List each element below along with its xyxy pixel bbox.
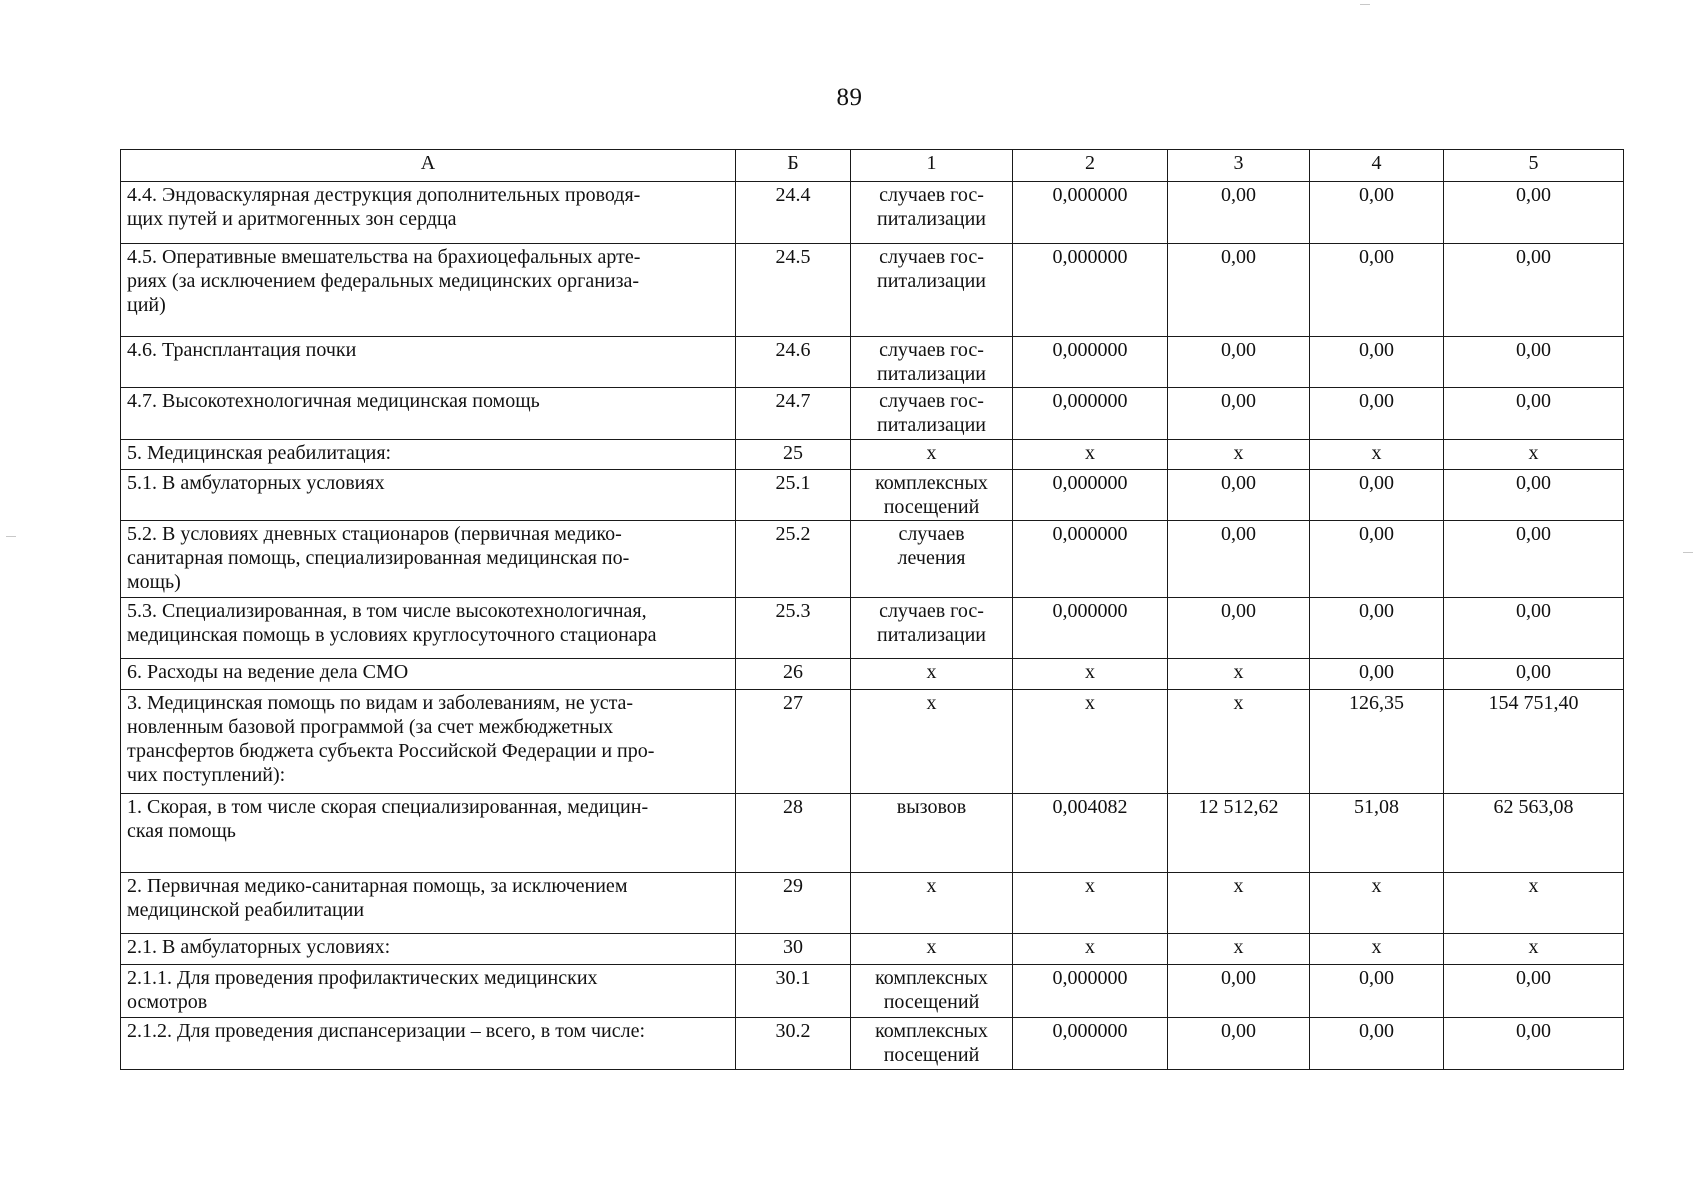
row-code-cell: 24.5 — [736, 244, 851, 337]
row-description-cell — [121, 440, 736, 470]
row-description-line: новленным базовой программой (за счет межбюджетных — [127, 716, 614, 738]
row-value-cell-3: х — [1168, 690, 1310, 794]
row-description-line: мощь) — [127, 571, 181, 593]
row-value-cell-4: х — [1310, 440, 1444, 470]
table-header-row — [121, 150, 1624, 182]
row-value-cell-2: х — [1013, 934, 1168, 965]
row-value-cell-2: х — [1013, 659, 1168, 690]
row-code-cell: 26 — [736, 659, 851, 690]
row-description-line: 4.7. Высокотехнологичная медицинская помощь — [127, 390, 540, 412]
row-value-cell-2: 0,000000 — [1013, 598, 1168, 659]
row-description-cell — [121, 1018, 736, 1070]
row-description-line: медицинской реабилитации — [127, 899, 365, 921]
row-unit-line: питализации — [876, 363, 986, 385]
row-description-line: 1. Скорая, в том числе скорая специализированная, медицин- — [127, 796, 649, 818]
row-unit-line: х — [926, 692, 937, 714]
row-code-cell: 30.2 — [736, 1018, 851, 1070]
row-unit-cell — [851, 659, 1013, 690]
row-description-line: 2.1. В амбулаторных условиях: — [127, 936, 391, 958]
row-value-cell-2: 0,000000 — [1013, 244, 1168, 337]
row-unit-line: случаев гос- — [879, 390, 984, 412]
row-code-cell: 27 — [736, 690, 851, 794]
table-row — [121, 244, 1624, 337]
row-value-cell-5: х — [1444, 934, 1624, 965]
row-unit-line: случаев — [898, 523, 965, 545]
row-value-cell-4: 51,08 — [1310, 794, 1444, 873]
row-value-cell-3: х — [1168, 659, 1310, 690]
row-description-cell — [121, 598, 736, 659]
row-code-cell: 30.1 — [736, 965, 851, 1018]
row-value-cell-5: х — [1444, 873, 1624, 934]
row-description-line: 4.6. Трансплантация почки — [127, 339, 357, 361]
row-value-cell-4: 0,00 — [1310, 470, 1444, 521]
row-description-line: 2.1.2. Для проведения диспансеризации – всего, в том числе: — [127, 1020, 646, 1042]
row-unit-cell — [851, 182, 1013, 244]
header-cell-1: 1 — [851, 150, 1013, 182]
row-value-cell-3: х — [1168, 440, 1310, 470]
row-code-cell: 29 — [736, 873, 851, 934]
row-unit-line: посещений — [883, 991, 980, 1013]
header-cell-5: 5 — [1444, 150, 1624, 182]
row-unit-cell — [851, 690, 1013, 794]
row-value-cell-4: 0,00 — [1310, 182, 1444, 244]
row-unit-cell — [851, 244, 1013, 337]
row-code-cell: 25.2 — [736, 521, 851, 598]
row-value-cell-2: 0,000000 — [1013, 337, 1168, 388]
row-description-line: 4.5. Оперативные вмешательства на брахиоцефальных арте- — [127, 246, 641, 268]
header-cell-b: Б — [736, 150, 851, 182]
row-unit-line: случаев гос- — [879, 600, 984, 622]
row-description-line: медицинская помощь в условиях круглосуточного стационара — [127, 624, 657, 646]
row-description-line: 5.2. В условиях дневных стационаров (первичная медико- — [127, 523, 622, 545]
row-value-cell-5: 0,00 — [1444, 659, 1624, 690]
table-row — [121, 690, 1624, 794]
row-description-cell — [121, 182, 736, 244]
table-row — [121, 934, 1624, 965]
row-description-cell — [121, 690, 736, 794]
row-unit-cell — [851, 1018, 1013, 1070]
row-unit-line: случаев гос- — [879, 184, 984, 206]
row-unit-cell — [851, 965, 1013, 1018]
row-code-cell: 25 — [736, 440, 851, 470]
row-description-line: ций) — [127, 294, 166, 316]
row-description-line: 2. Первичная медико-санитарная помощь, за исключением — [127, 875, 628, 897]
row-value-cell-3: 0,00 — [1168, 965, 1310, 1018]
row-code-cell: 25.3 — [736, 598, 851, 659]
row-description-cell — [121, 337, 736, 388]
row-description-line: санитарная помощь, специализированная медицинская по- — [127, 547, 630, 569]
row-unit-cell — [851, 440, 1013, 470]
row-description-cell — [121, 470, 736, 521]
row-description-cell — [121, 934, 736, 965]
header-cell-a: А — [121, 150, 736, 182]
row-value-cell-2: 0,000000 — [1013, 182, 1168, 244]
row-value-cell-2: 0,000000 — [1013, 521, 1168, 598]
table-row — [121, 873, 1624, 934]
table-row — [121, 794, 1624, 873]
row-value-cell-2: 0,000000 — [1013, 1018, 1168, 1070]
row-value-cell-4: 0,00 — [1310, 388, 1444, 440]
row-unit-line: случаев гос- — [879, 246, 984, 268]
row-value-cell-2: 0,004082 — [1013, 794, 1168, 873]
row-value-cell-3: 0,00 — [1168, 470, 1310, 521]
table-row — [121, 521, 1624, 598]
row-unit-cell — [851, 337, 1013, 388]
table-row — [121, 440, 1624, 470]
row-value-cell-2: х — [1013, 873, 1168, 934]
data-table — [120, 149, 1624, 1070]
scan-artifact — [1360, 4, 1370, 5]
row-value-cell-3: 0,00 — [1168, 388, 1310, 440]
row-description-line: 5.1. В амбулаторных условиях — [127, 472, 385, 494]
row-value-cell-4: 0,00 — [1310, 598, 1444, 659]
row-code-cell: 24.6 — [736, 337, 851, 388]
row-description-line: осмотров — [127, 991, 208, 1013]
row-value-cell-5: 0,00 — [1444, 244, 1624, 337]
row-value-cell-5: х — [1444, 440, 1624, 470]
row-unit-cell — [851, 521, 1013, 598]
row-value-cell-5: 154 751,40 — [1444, 690, 1624, 794]
row-description-line: риях (за исключением федеральных медицинских организа- — [127, 270, 640, 292]
row-unit-line: посещений — [883, 496, 980, 518]
row-value-cell-4: 0,00 — [1310, 337, 1444, 388]
row-unit-line: х — [926, 661, 937, 683]
row-description-line: 5.3. Специализированная, в том числе высокотехнологичная, — [127, 600, 647, 622]
row-description-line: 2.1.1. Для проведения профилактических медицинских — [127, 967, 598, 989]
row-value-cell-2: х — [1013, 690, 1168, 794]
row-unit-line: питализации — [876, 414, 986, 436]
row-description-cell — [121, 521, 736, 598]
row-value-cell-5: 0,00 — [1444, 1018, 1624, 1070]
row-unit-line: комплексных — [875, 1020, 988, 1042]
row-description-line: 4.4. Эндоваскулярная деструкция дополнительных проводя- — [127, 184, 641, 206]
header-cell-2: 2 — [1013, 150, 1168, 182]
row-unit-line: посещений — [883, 1044, 980, 1066]
row-value-cell-3: 0,00 — [1168, 598, 1310, 659]
row-value-cell-5: 0,00 — [1444, 182, 1624, 244]
row-value-cell-3: 0,00 — [1168, 521, 1310, 598]
row-value-cell-4: 0,00 — [1310, 965, 1444, 1018]
row-description-cell — [121, 659, 736, 690]
row-value-cell-4: х — [1310, 934, 1444, 965]
row-value-cell-5: 62 563,08 — [1444, 794, 1624, 873]
table-row — [121, 470, 1624, 521]
row-value-cell-2: х — [1013, 440, 1168, 470]
row-description-line: трансфертов бюджета субъекта Российской Федерации и про- — [127, 740, 655, 762]
header-cell-4: 4 — [1310, 150, 1444, 182]
row-description-cell — [121, 965, 736, 1018]
header-cell-3: 3 — [1168, 150, 1310, 182]
row-unit-line: вызовов — [896, 796, 967, 818]
row-unit-cell — [851, 934, 1013, 965]
row-value-cell-3: х — [1168, 934, 1310, 965]
row-value-cell-2: 0,000000 — [1013, 965, 1168, 1018]
row-description-cell — [121, 873, 736, 934]
row-value-cell-4: 0,00 — [1310, 1018, 1444, 1070]
row-value-cell-3: 0,00 — [1168, 244, 1310, 337]
table-row — [121, 1018, 1624, 1070]
row-description-cell — [121, 388, 736, 440]
row-unit-cell — [851, 470, 1013, 521]
page-number: 89 — [836, 84, 863, 111]
row-description-line: 3. Медицинская помощь по видам и заболеваниям, не уста- — [127, 692, 634, 714]
row-value-cell-4: 0,00 — [1310, 244, 1444, 337]
row-unit-cell — [851, 598, 1013, 659]
row-unit-line: х — [926, 936, 937, 958]
row-unit-line: питализации — [876, 270, 986, 292]
row-value-cell-3: 12 512,62 — [1168, 794, 1310, 873]
row-value-cell-5: 0,00 — [1444, 598, 1624, 659]
row-code-cell: 30 — [736, 934, 851, 965]
row-value-cell-3: х — [1168, 873, 1310, 934]
row-value-cell-3: 0,00 — [1168, 182, 1310, 244]
row-value-cell-5: 0,00 — [1444, 470, 1624, 521]
row-value-cell-3: 0,00 — [1168, 337, 1310, 388]
row-value-cell-5: 0,00 — [1444, 965, 1624, 1018]
row-description-line: ская помощь — [127, 820, 236, 842]
row-code-cell: 24.4 — [736, 182, 851, 244]
row-unit-line: комплексных — [875, 472, 988, 494]
table-row — [121, 598, 1624, 659]
row-unit-line: комплексных — [875, 967, 988, 989]
row-code-cell: 28 — [736, 794, 851, 873]
row-value-cell-4: 0,00 — [1310, 521, 1444, 598]
table-row — [121, 388, 1624, 440]
row-value-cell-4: х — [1310, 873, 1444, 934]
row-value-cell-3: 0,00 — [1168, 1018, 1310, 1070]
row-unit-line: х — [926, 875, 937, 897]
row-unit-cell — [851, 873, 1013, 934]
table-row — [121, 659, 1624, 690]
row-value-cell-5: 0,00 — [1444, 388, 1624, 440]
row-description-line: чих поступлений): — [127, 764, 286, 786]
row-code-cell: 25.1 — [736, 470, 851, 521]
row-value-cell-2: 0,000000 — [1013, 470, 1168, 521]
row-description-cell — [121, 794, 736, 873]
row-unit-cell — [851, 388, 1013, 440]
row-unit-cell — [851, 794, 1013, 873]
row-unit-line: питализации — [876, 624, 986, 646]
row-code-cell: 24.7 — [736, 388, 851, 440]
row-value-cell-2: 0,000000 — [1013, 388, 1168, 440]
row-description-line: 5. Медицинская реабилитация: — [127, 442, 392, 464]
row-value-cell-5: 0,00 — [1444, 337, 1624, 388]
row-value-cell-4: 126,35 — [1310, 690, 1444, 794]
row-value-cell-5: 0,00 — [1444, 521, 1624, 598]
row-unit-line: питализации — [876, 208, 986, 230]
table-row — [121, 337, 1624, 388]
table-row — [121, 965, 1624, 1018]
row-description-line: 6. Расходы на ведение дела СМО — [127, 661, 409, 683]
row-unit-line: лечения — [897, 547, 966, 569]
table-row — [121, 182, 1624, 244]
row-unit-line: х — [926, 442, 937, 464]
row-value-cell-4: 0,00 — [1310, 659, 1444, 690]
scan-artifact — [6, 536, 16, 537]
row-unit-line: случаев гос- — [879, 339, 984, 361]
scan-artifact — [1683, 552, 1693, 553]
row-description-line: щих путей и аритмогенных зон сердца — [127, 208, 457, 230]
row-description-cell — [121, 244, 736, 337]
